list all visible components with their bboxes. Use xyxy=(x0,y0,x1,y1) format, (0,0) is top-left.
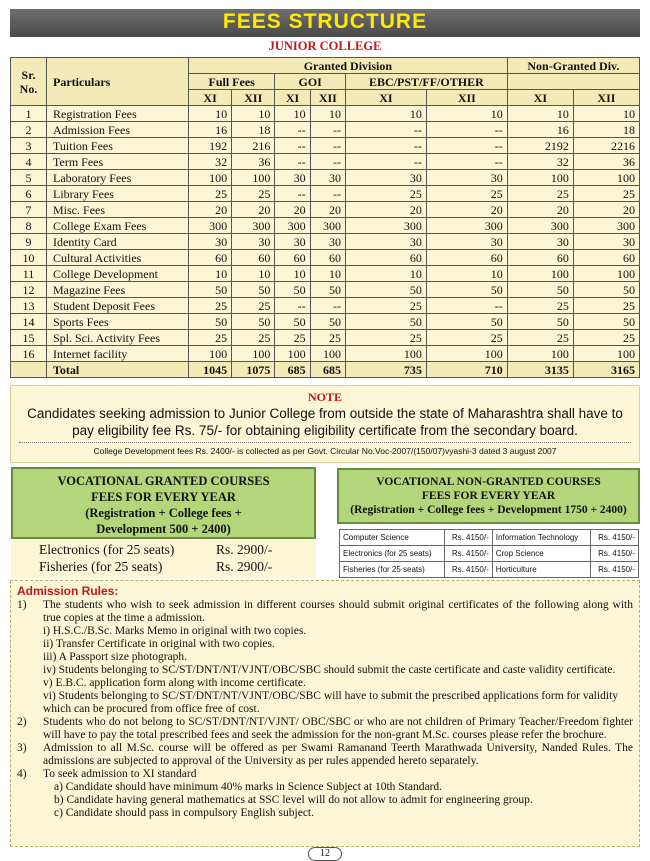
particular-cell: Laboratory Fees xyxy=(47,170,189,186)
particular-cell: Library Fees xyxy=(47,186,189,202)
col-particulars: Particulars xyxy=(47,58,189,106)
fee-cell: 30 xyxy=(310,234,345,250)
fees-row xyxy=(11,186,640,202)
vg-item-fee: Rs. 2900/- xyxy=(216,542,273,557)
fee-cell: 30 xyxy=(275,170,310,186)
fee-cell: 50 xyxy=(507,314,573,330)
vn-fee-cell: Rs. 4150/- xyxy=(444,562,492,578)
page-title: FEES STRUCTURE xyxy=(222,10,428,33)
rule-text: Students who do not belong to SC/ST/DNT/NT/VJNT/ OBC/SBC or who are not children of Primary Teacher/Freedom fighter will have to pay the total prescribed fees and seek the admission for the non-grant M.Sc. courses please refer the brochure. xyxy=(43,716,633,741)
fee-cell: 30 xyxy=(232,234,275,250)
fees-row xyxy=(11,106,640,122)
fee-cell: 50 xyxy=(573,282,639,298)
fee-cell: -- xyxy=(426,154,507,170)
title-banner xyxy=(10,9,640,37)
vg-line1: VOCATIONAL GRANTED COURSES xyxy=(57,474,270,488)
fee-cell: 25 xyxy=(232,186,275,202)
sr-cell: 13 xyxy=(11,298,47,314)
fee-cell: 10 xyxy=(275,106,310,122)
sr-cell: 2 xyxy=(11,122,47,138)
particular-cell: Student Deposit Fees xyxy=(47,298,189,314)
sr-cell: 4 xyxy=(11,154,47,170)
fee-cell: -- xyxy=(275,186,310,202)
fees-row xyxy=(11,250,640,266)
fees-row xyxy=(11,154,640,170)
total-sr-blank xyxy=(11,362,47,378)
fee-cell: 50 xyxy=(232,282,275,298)
vn-course-cell: Crop Science xyxy=(492,546,590,562)
fee-cell: 16 xyxy=(189,122,232,138)
vocational-nongranted-header xyxy=(337,468,640,524)
fee-cell: 300 xyxy=(275,218,310,234)
sr-cell: 1 xyxy=(11,106,47,122)
vn-course-cell: Electronics (for 25 seats) xyxy=(340,546,445,562)
fee-cell: -- xyxy=(310,138,345,154)
note-circular: College Development fees Rs. 2400/- is collected as per Govt. Circular No.Voc-2007/(150/07)vyashi-3 dated 3 august 2007 xyxy=(93,446,557,456)
rule-subitem: c) Candidate should pass in compulsory English subject. xyxy=(54,807,314,819)
fee-cell: 50 xyxy=(426,282,507,298)
fee-cell: -- xyxy=(346,138,427,154)
page-number: 12 xyxy=(308,847,342,861)
fee-cell: 32 xyxy=(507,154,573,170)
fee-cell: 20 xyxy=(189,202,232,218)
rule-subitem: b) Candidate having general mathematics at SSC level will do not allow to admit for engineering group. xyxy=(54,794,533,806)
admission-rules xyxy=(10,580,640,847)
total-cell: 3165 xyxy=(573,362,639,378)
particular-cell: Admission Fees xyxy=(47,122,189,138)
fee-cell: 100 xyxy=(573,266,639,282)
fee-cell: 25 xyxy=(507,330,573,346)
vg-item-name: Fisheries (for 25 seats) xyxy=(39,559,163,574)
rule-item xyxy=(17,599,633,625)
fee-cell: 300 xyxy=(189,218,232,234)
particular-cell: Magazine Fees xyxy=(47,282,189,298)
fees-row xyxy=(11,138,640,154)
vn-fee-cell: Rs. 4150/- xyxy=(590,546,638,562)
fee-cell: 25 xyxy=(346,330,427,346)
rule-number: 4) xyxy=(17,768,27,780)
sr-cell: 3 xyxy=(11,138,47,154)
vn-row xyxy=(340,562,639,578)
fee-cell: -- xyxy=(426,138,507,154)
fee-cell: 20 xyxy=(426,202,507,218)
fee-cell: 60 xyxy=(275,250,310,266)
fees-table-container xyxy=(10,57,640,378)
rule-item xyxy=(17,716,633,742)
fee-cell: 10 xyxy=(310,266,345,282)
fee-cell: 18 xyxy=(232,122,275,138)
fees-row xyxy=(11,170,640,186)
fee-cell: 100 xyxy=(232,170,275,186)
rule-text: The students who wish to seek admission in different courses should submit original certificates of the following along with true copies at the time a admission. xyxy=(43,599,633,624)
particular-cell: Sports Fees xyxy=(47,314,189,330)
fee-cell: 20 xyxy=(507,202,573,218)
particular-cell: Spl. Sci. Activity Fees xyxy=(47,330,189,346)
total-row xyxy=(11,362,640,378)
fee-cell: 25 xyxy=(232,330,275,346)
sr-cell: 14 xyxy=(11,314,47,330)
fees-row xyxy=(11,282,640,298)
fees-row xyxy=(11,202,640,218)
fee-cell: 20 xyxy=(275,202,310,218)
particular-cell: College Exam Fees xyxy=(47,218,189,234)
fee-cell: 10 xyxy=(189,266,232,282)
vg-item xyxy=(11,542,316,560)
fee-cell: 25 xyxy=(573,330,639,346)
fee-cell: 10 xyxy=(426,266,507,282)
fee-cell: 20 xyxy=(346,202,427,218)
fee-cell: 50 xyxy=(189,282,232,298)
fees-row xyxy=(11,346,640,362)
total-cell: 1045 xyxy=(189,362,232,378)
fee-cell: 25 xyxy=(189,330,232,346)
total-cell: 710 xyxy=(426,362,507,378)
particular-cell: Registration Fees xyxy=(47,106,189,122)
fee-cell: 30 xyxy=(426,234,507,250)
fee-cell: -- xyxy=(275,138,310,154)
rule-text: Admission to all M.Sc. course will be offered as per Swami Ramanand Teerth Marathwada University, Nanded Rules. The admissions are subjected to approval of the University as per rules appended hereto separately. xyxy=(43,742,633,767)
fee-cell: -- xyxy=(310,154,345,170)
total-cell: 685 xyxy=(275,362,310,378)
rule-subitem: v) E.B.C. application form along with income certificate. xyxy=(43,677,306,689)
sr-cell: 9 xyxy=(11,234,47,250)
fee-cell: 32 xyxy=(189,154,232,170)
vn-row xyxy=(340,546,639,562)
fee-cell: 100 xyxy=(573,170,639,186)
fee-cell: 30 xyxy=(189,234,232,250)
particular-cell: Cultural Activities xyxy=(47,250,189,266)
vg-line2: FEES FOR EVERY YEAR xyxy=(91,490,236,504)
fee-cell: 10 xyxy=(232,106,275,122)
fee-cell: 300 xyxy=(426,218,507,234)
col-sr: Sr. No. xyxy=(11,58,47,106)
fee-cell: 25 xyxy=(310,330,345,346)
vg-item-fee: Rs. 2900/- xyxy=(216,559,273,574)
fees-row xyxy=(11,298,640,314)
fee-cell: 25 xyxy=(507,186,573,202)
fee-cell: 25 xyxy=(426,186,507,202)
fee-cell: 30 xyxy=(346,170,427,186)
fee-cell: -- xyxy=(310,122,345,138)
fee-cell: 36 xyxy=(573,154,639,170)
fee-cell: 50 xyxy=(275,282,310,298)
fee-cell: 100 xyxy=(232,346,275,362)
fees-table-body xyxy=(11,106,640,378)
fee-cell: 25 xyxy=(189,186,232,202)
rule-number: 3) xyxy=(17,742,27,754)
total-cell: 3135 xyxy=(507,362,573,378)
fee-cell: 20 xyxy=(232,202,275,218)
fee-cell: -- xyxy=(346,154,427,170)
rule-text: To seek admission to XI standard xyxy=(43,768,197,780)
fee-cell: 100 xyxy=(507,346,573,362)
fee-cell: 50 xyxy=(310,314,345,330)
fee-cell: 300 xyxy=(232,218,275,234)
fees-row xyxy=(11,330,640,346)
total-label: Total xyxy=(47,362,189,378)
rule-item xyxy=(17,768,633,781)
fee-cell: 20 xyxy=(573,202,639,218)
fee-cell: -- xyxy=(310,298,345,314)
rule-subitem: vi) Students belonging to SC/ST/DNT/NT/VJNT/OBC/SBC will have to submit the prescribed applications form for validity which can be procured from office free of cost. xyxy=(43,690,618,715)
vn-line2: FEES FOR EVERY YEAR xyxy=(421,490,556,502)
col-xi: XI xyxy=(346,90,427,106)
fee-cell: -- xyxy=(426,122,507,138)
fee-cell: 30 xyxy=(507,234,573,250)
vn-table-body xyxy=(340,530,639,578)
fee-cell: 50 xyxy=(346,282,427,298)
fee-cell: 300 xyxy=(310,218,345,234)
fee-cell: 25 xyxy=(507,298,573,314)
sr-cell: 5 xyxy=(11,170,47,186)
fee-cell: 10 xyxy=(275,266,310,282)
vn-line1: VOCATIONAL NON-GRANTED COURSES xyxy=(376,476,601,488)
col-nongranted-blank xyxy=(507,74,639,90)
fee-cell: -- xyxy=(275,298,310,314)
fee-cell: 25 xyxy=(232,298,275,314)
fee-cell: 300 xyxy=(346,218,427,234)
col-ebc: EBC/PST/FF/OTHER xyxy=(346,74,508,90)
fee-cell: 10 xyxy=(507,106,573,122)
fee-cell: 100 xyxy=(275,346,310,362)
rule-subitem: ii) Transfer Certificate in original with two copies. xyxy=(43,638,275,650)
fee-cell: 100 xyxy=(346,346,427,362)
fee-cell: 100 xyxy=(189,170,232,186)
col-xii: XII xyxy=(310,90,345,106)
fee-cell: 16 xyxy=(507,122,573,138)
fee-cell: 2192 xyxy=(507,138,573,154)
fee-cell: 10 xyxy=(426,106,507,122)
fee-cell: 36 xyxy=(232,154,275,170)
fee-cell: 10 xyxy=(346,106,427,122)
fees-row xyxy=(11,314,640,330)
group-nongranted: Non-Granted Div. xyxy=(507,58,639,74)
col-xi: XI xyxy=(507,90,573,106)
fee-cell: 100 xyxy=(189,346,232,362)
vn-fee-cell: Rs. 4150/- xyxy=(590,530,638,546)
sr-cell: 10 xyxy=(11,250,47,266)
col-goi: GOI xyxy=(275,74,346,90)
particular-cell: College Development xyxy=(47,266,189,282)
fee-cell: 10 xyxy=(573,106,639,122)
fee-cell: 60 xyxy=(232,250,275,266)
col-full-fees: Full Fees xyxy=(189,74,275,90)
vn-course-cell: Computer Science xyxy=(340,530,445,546)
fee-cell: 25 xyxy=(346,298,427,314)
fee-cell: -- xyxy=(346,122,427,138)
fee-cell: 20 xyxy=(310,202,345,218)
vg-line3: (Registration + College fees + xyxy=(85,506,242,520)
vn-line3: (Registration + College fees + Development 1750 + 2400) xyxy=(350,504,627,516)
rule-number: 2) xyxy=(17,716,27,728)
particular-cell: Misc. Fees xyxy=(47,202,189,218)
rule-subitem: iii) A Passport size photograph. xyxy=(43,651,188,663)
vn-course-cell: Horticulture xyxy=(492,562,590,578)
particular-cell: Term Fees xyxy=(47,154,189,170)
page-subtitle: JUNIOR COLLEGE xyxy=(268,39,382,53)
fee-cell: 60 xyxy=(310,250,345,266)
vn-course-cell: Information Technology xyxy=(492,530,590,546)
fee-cell: 50 xyxy=(426,314,507,330)
fee-cell: 10 xyxy=(310,106,345,122)
fee-cell: -- xyxy=(310,186,345,202)
fee-cell: 10 xyxy=(189,106,232,122)
vocational-nongranted-table xyxy=(339,529,639,578)
note-box xyxy=(10,385,640,463)
fee-cell: 50 xyxy=(507,282,573,298)
fee-cell: -- xyxy=(275,122,310,138)
fees-row xyxy=(11,218,640,234)
vocational-granted-list xyxy=(11,540,316,578)
rules-title: Admission Rules: xyxy=(17,584,119,598)
col-xi: XI xyxy=(189,90,232,106)
sr-cell: 7 xyxy=(11,202,47,218)
fee-cell: -- xyxy=(275,154,310,170)
rule-subitem: a) Candidate should have minimum 40% marks in Science Subject at 10th Standard. xyxy=(54,781,443,793)
note-title: NOTE xyxy=(307,390,342,404)
sr-cell: 16 xyxy=(11,346,47,362)
rule-subitem: iv) Students belonging to SC/ST/DNT/NT/VJNT/OBC/SBC should submit the caste certificate and caste validity certificate. xyxy=(43,664,616,676)
fee-cell: 100 xyxy=(310,346,345,362)
vn-row xyxy=(340,530,639,546)
sr-cell: 12 xyxy=(11,282,47,298)
sr-cell: 11 xyxy=(11,266,47,282)
fee-cell: 30 xyxy=(426,170,507,186)
fee-cell: 60 xyxy=(346,250,427,266)
sr-cell: 15 xyxy=(11,330,47,346)
fee-cell: 30 xyxy=(275,234,310,250)
vn-fee-cell: Rs. 4150/- xyxy=(444,546,492,562)
fee-cell: 100 xyxy=(573,346,639,362)
fee-cell: 300 xyxy=(507,218,573,234)
fee-cell: 18 xyxy=(573,122,639,138)
col-xii: XII xyxy=(426,90,507,106)
fee-cell: 100 xyxy=(507,266,573,282)
fees-row xyxy=(11,234,640,250)
col-xii: XII xyxy=(573,90,639,106)
fee-cell: 50 xyxy=(232,314,275,330)
fee-cell: 25 xyxy=(189,298,232,314)
total-cell: 685 xyxy=(310,362,345,378)
fee-cell: 50 xyxy=(573,314,639,330)
fee-cell: 300 xyxy=(573,218,639,234)
fee-cell: 50 xyxy=(189,314,232,330)
fee-cell: 30 xyxy=(573,234,639,250)
fee-cell: 100 xyxy=(426,346,507,362)
fee-cell: 216 xyxy=(232,138,275,154)
fee-cell: 192 xyxy=(189,138,232,154)
vg-line4: Development 500 + 2400) xyxy=(96,522,231,536)
rule-subitem: i) H.S.C./B.Sc. Marks Memo in original with two copies. xyxy=(43,625,307,637)
fee-cell: 10 xyxy=(232,266,275,282)
particular-cell: Identity Card xyxy=(47,234,189,250)
particular-cell: Tuition Fees xyxy=(47,138,189,154)
fee-cell: 25 xyxy=(275,330,310,346)
vn-fee-cell: Rs. 4150/- xyxy=(590,562,638,578)
fee-cell: 2216 xyxy=(573,138,639,154)
total-cell: 735 xyxy=(346,362,427,378)
vn-fee-cell: Rs. 4150/- xyxy=(444,530,492,546)
note-divider xyxy=(19,442,631,443)
fee-cell: 100 xyxy=(507,170,573,186)
fee-cell: 25 xyxy=(426,330,507,346)
fee-cell: 25 xyxy=(346,186,427,202)
fee-cell: -- xyxy=(426,298,507,314)
fee-cell: 30 xyxy=(346,234,427,250)
total-cell: 1075 xyxy=(232,362,275,378)
sr-cell: 6 xyxy=(11,186,47,202)
group-granted: Granted Division xyxy=(189,58,508,74)
fee-cell: 60 xyxy=(189,250,232,266)
fees-table xyxy=(10,57,640,378)
note-text: Candidates seeking admission to Junior College from outside the state of Maharashtra shall have to pay eligibility fee Rs. 75/- for obtaining eligibility certificate from the secondary board. xyxy=(27,406,623,438)
fees-row xyxy=(11,266,640,282)
col-xii: XII xyxy=(232,90,275,106)
fee-cell: 50 xyxy=(275,314,310,330)
fee-cell: 25 xyxy=(573,186,639,202)
fee-cell: 50 xyxy=(310,282,345,298)
col-xi: XI xyxy=(275,90,310,106)
fee-cell: 60 xyxy=(426,250,507,266)
rule-item xyxy=(17,742,633,768)
sr-cell: 8 xyxy=(11,218,47,234)
particular-cell: Internet facility xyxy=(47,346,189,362)
fee-cell: 60 xyxy=(573,250,639,266)
fee-cell: 30 xyxy=(310,170,345,186)
vg-item xyxy=(11,559,316,577)
fees-row xyxy=(11,122,640,138)
fee-cell: 25 xyxy=(573,298,639,314)
fee-cell: 50 xyxy=(346,314,427,330)
rule-number: 1) xyxy=(17,599,27,611)
fee-cell: 10 xyxy=(346,266,427,282)
fee-cell: 60 xyxy=(507,250,573,266)
vocational-granted-header xyxy=(11,467,316,539)
vg-item-name: Electronics (for 25 seats) xyxy=(39,542,175,557)
vn-course-cell: Fisheries (for 25 seats) xyxy=(340,562,445,578)
